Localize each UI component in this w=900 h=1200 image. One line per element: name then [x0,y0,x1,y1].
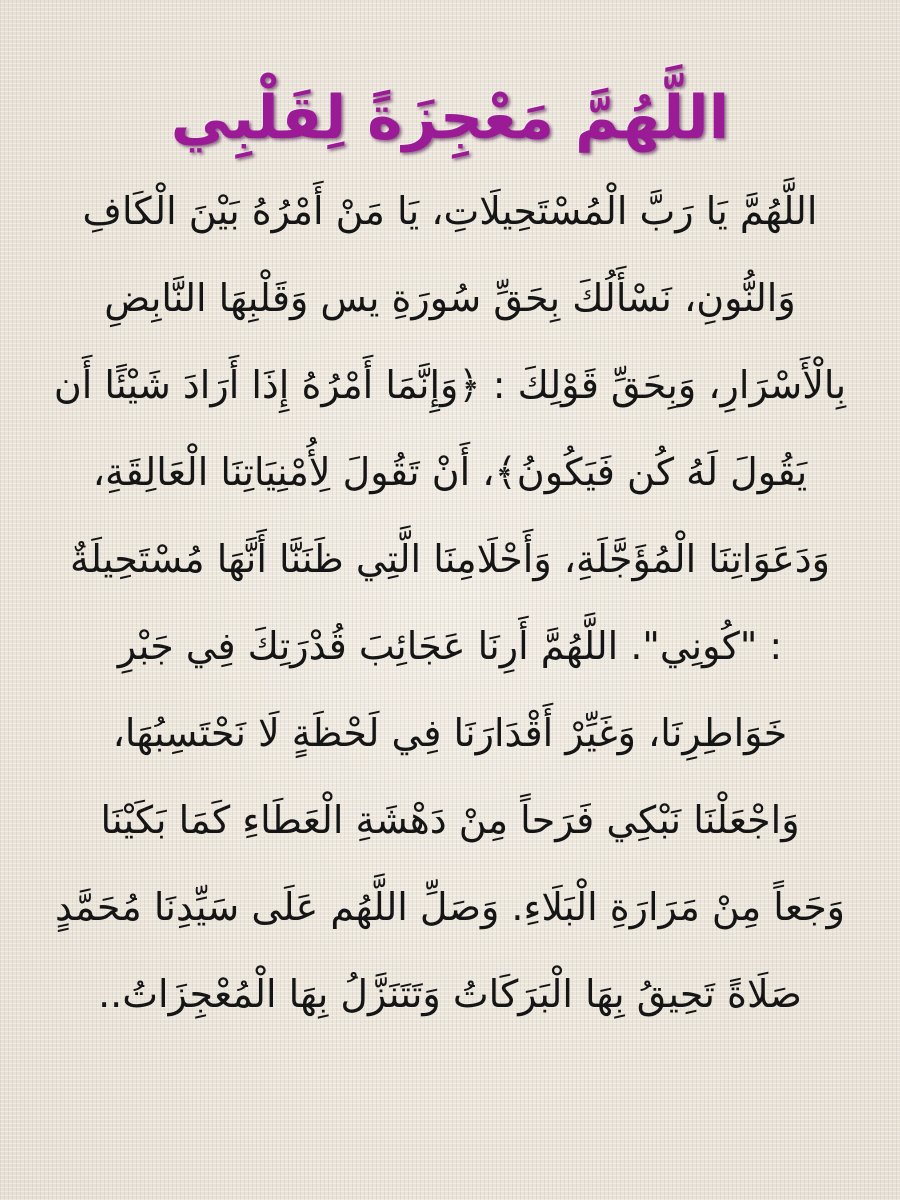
page-title: اللَّهُمَّ مَعْجِزَةً لِقَلْبِي [170,83,730,153]
text-line: صَلَاةً تَحِيقُ بِهَا الْبَرَكَاتُ وَتَتَنَزَّلُ بِهَا الْمُعْجِزَاتُ.. [98,972,802,1016]
text-line: وَدَعَوَاتِنَا الْمُؤَجَّلَةِ، وَأَحْلَامِنَا الَّتِي ظَنَنَّا أَنَّهَا مُسْتَحِيلَةٌ [69,537,831,581]
text-line: اللَّهُمَّ يَا رَبَّ الْمُسْتَحِيلَاتِ، يَا مَنْ أَمْرُهُ بَيْنَ الْكَافِ [82,189,818,233]
text-line: يَقُولَ لَهُ كُن فَيَكُونُ﴾، أَنْ تَقُولَ لِأُمْنِيَاتِنَا الْعَالِقَةِ، [92,450,808,494]
text-line: وَجَعاً مِنْ مَرَارَةِ الْبَلَاءِ. وَصَلِّ اللَّهُم عَلَى سَيِّدِنَا مُحَمَّدٍ [54,885,846,929]
text-line: بِالْأَسْرَارِ، وَبِحَقِّ قَوْلِكَ : ﴿وَإِنَّمَا أَمْرُهُ إِذَا أَرَادَ شَيْئًا أَن [53,363,847,407]
text-line: خَوَاطِرِنَا، وَغَيِّرْ أَقْدَارَنَا فِي لَحْظَةٍ لَا نَحْتَسِبُهَا، [112,711,788,755]
prayer-text [24,168,876,1038]
text-line: وَالنُّونِ، نَسْأَلُكَ بِحَقِّ سُورَةِ يس وَقَلْبِهَا النَّابِضِ [104,276,796,320]
text-line: وَاجْعَلْنَا نَبْكِي فَرَحاً مِنْ دَهْشَةِ الْعَطَاءِ كَمَا بَكَيْنَا [100,798,800,842]
text-line: : "كُونِي". اللَّهُمَّ أَرِنَا عَجَائِبَ قُدْرَتِكَ فِي جَبْرِ [117,624,783,668]
